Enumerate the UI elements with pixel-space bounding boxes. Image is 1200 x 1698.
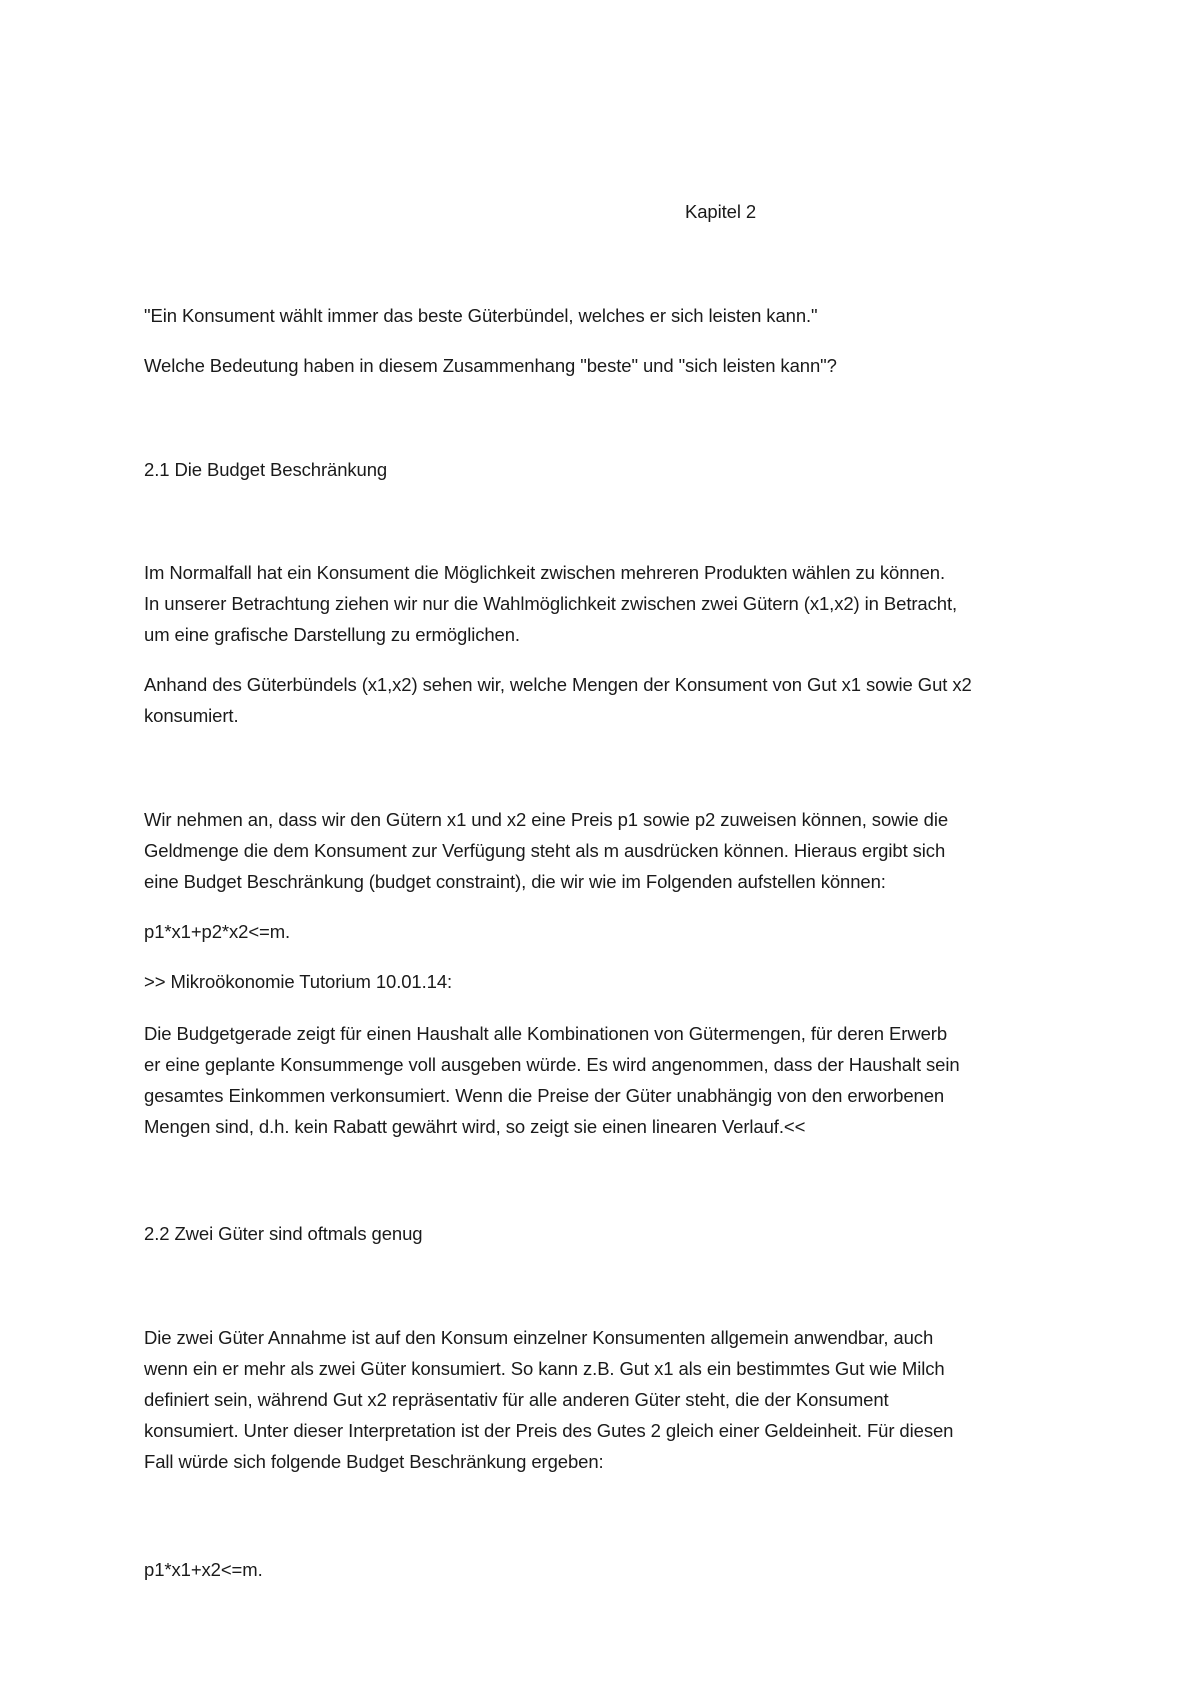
- simplified-budget-formula: p1*x1+x2<=m.: [144, 1559, 263, 1580]
- tutorium-reference: >> Mikroökonomie Tutorium 10.01.14:: [144, 971, 453, 992]
- paragraph-line: er eine geplante Konsummenge voll ausgeben würde. Es wird angenommen, dass der Haushalt sein: [144, 1054, 960, 1075]
- paragraph-line: definiert sein, während Gut x2 repräsentativ für alle anderen Güter steht, die der Konsument: [144, 1389, 889, 1410]
- paragraph-line: wenn ein er mehr als zwei Güter konsumiert. So kann z.B. Gut x1 als ein bestimmtes Gut wie Milch: [144, 1358, 945, 1379]
- paragraph-line: Die zwei Güter Annahme ist auf den Konsum einzelner Konsumenten allgemein anwendbar, auch: [144, 1327, 934, 1348]
- intro-quote: "Ein Konsument wählt immer das beste Güterbündel, welches er sich leisten kann.": [144, 305, 818, 326]
- paragraph-line: um eine grafische Darstellung zu ermöglichen.: [144, 624, 520, 645]
- section-2-1-paragraph-4: [144, 1018, 960, 1142]
- budget-formula: p1*x1+p2*x2<=m.: [144, 921, 291, 942]
- section-2-2-heading: 2.2 Zwei Güter sind oftmals genug: [144, 1223, 423, 1244]
- paragraph-line: konsumiert.: [144, 705, 239, 726]
- section-2-1-paragraph-1: [144, 557, 957, 650]
- paragraph-line: eine Budget Beschränkung (budget constraint), die wir wie im Folgenden aufstellen können:: [144, 871, 886, 892]
- paragraph-line: In unserer Betrachtung ziehen wir nur die Wahlmöglichkeit zwischen zwei Gütern (x1,x2) in Betracht,: [144, 593, 958, 614]
- intro-question: Welche Bedeutung haben in diesem Zusammenhang "beste" und "sich leisten kann"?: [144, 355, 837, 376]
- chapter-title: Kapitel 2: [685, 201, 757, 222]
- paragraph-line: Anhand des Güterbündels (x1,x2) sehen wir, welche Mengen der Konsument von Gut x1 sowie Gut x2: [144, 674, 972, 695]
- paragraph-line: konsumiert. Unter dieser Interpretation ist der Preis des Gutes 2 gleich einer Geldeinheit. Für diesen: [144, 1420, 954, 1441]
- paragraph-line: Geldmenge die dem Konsument zur Verfügung steht als m ausdrücken können. Hieraus ergibt sich: [144, 840, 946, 861]
- paragraph-line: Im Normalfall hat ein Konsument die Möglichkeit zwischen mehreren Produkten wählen zu können.: [144, 562, 946, 583]
- section-2-1-paragraph-2: [144, 669, 972, 731]
- section-2-1-paragraph-3: [144, 804, 948, 897]
- paragraph-line: Mengen sind, d.h. kein Rabatt gewährt wird, so zeigt sie einen linearen Verlauf.<<: [144, 1116, 806, 1137]
- paragraph-line: Fall würde sich folgende Budget Beschränkung ergeben:: [144, 1451, 604, 1472]
- paragraph-line: gesamtes Einkommen verkonsumiert. Wenn die Preise der Güter unabhängig von den erworbenen: [144, 1085, 945, 1106]
- paragraph-line: Die Budgetgerade zeigt für einen Haushalt alle Kombinationen von Gütermengen, für deren Erwerb: [144, 1023, 948, 1044]
- section-2-2-paragraph-1: [144, 1322, 953, 1477]
- paragraph-line: Wir nehmen an, dass wir den Gütern x1 und x2 eine Preis p1 sowie p2 zuweisen können, sowie die: [144, 809, 949, 830]
- section-2-1-heading: 2.1 Die Budget Beschränkung: [144, 459, 388, 480]
